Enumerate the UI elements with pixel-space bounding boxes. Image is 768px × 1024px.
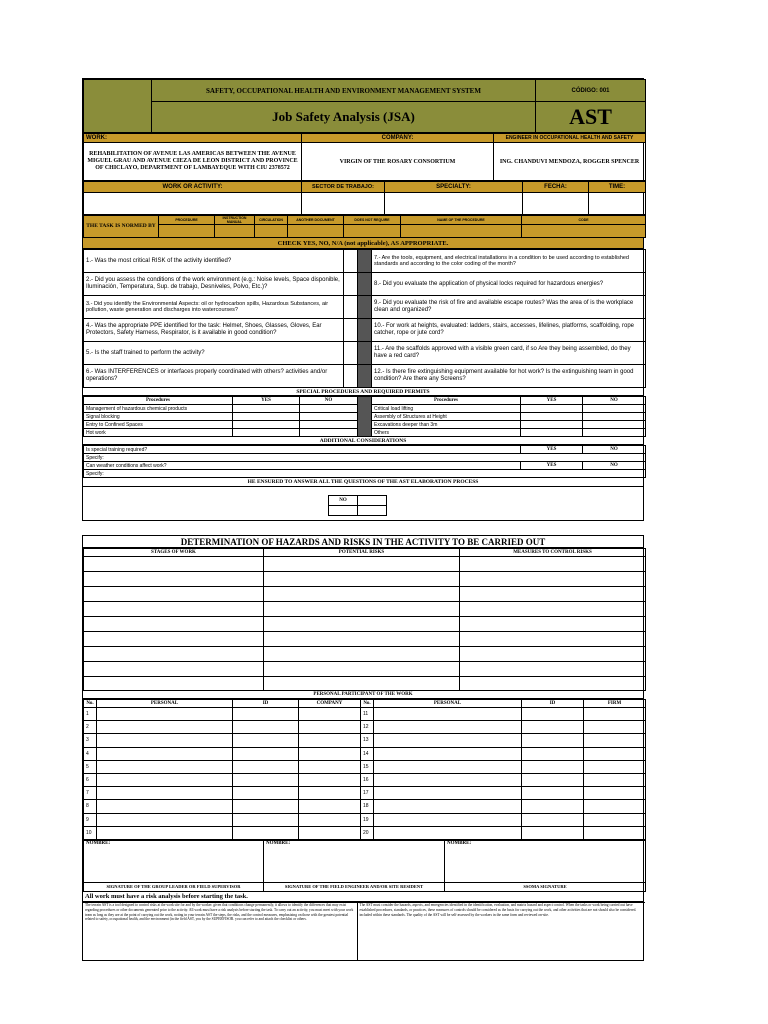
ensured-text: HE ENSURED TO ANSWER ALL THE QUESTIONS OF THE AST ELABORATION PROCESS xyxy=(83,478,643,487)
id-cell[interactable] xyxy=(522,760,584,773)
no-header: No. xyxy=(361,700,374,708)
permit-item: Entry to Confined Spaces xyxy=(84,421,233,429)
personal-cell[interactable] xyxy=(374,708,522,721)
permit-yes[interactable] xyxy=(521,413,583,421)
normed-cell[interactable] xyxy=(159,225,215,238)
ensured-no-checkbox[interactable] xyxy=(358,496,387,506)
activity-table xyxy=(83,181,646,215)
row-number: 14 xyxy=(361,747,374,760)
personal-header: PERSONAL xyxy=(374,700,522,708)
divider xyxy=(358,296,372,319)
company-value: VIRGIN OF THE ROSARY CONSORTIUM xyxy=(302,143,494,181)
personal-cell[interactable] xyxy=(374,760,522,773)
work-value: REHABILITATION OF AVENUE LAS AMERICAS BETWEEN THE AVENUE MIGUEL GRAU AND AVENUE CIEZA DE LEON DISTRICT AND PROVINCE OF CHICLAYO, DEPARTMENT OF LAMBAYEQUE WITH CIU 2378572 xyxy=(84,143,302,181)
measure-cell[interactable] xyxy=(460,632,646,647)
normed-label: THE TASK IS NORMED BY xyxy=(84,216,159,238)
risk-cell[interactable] xyxy=(264,662,460,677)
stage-cell[interactable] xyxy=(84,617,264,632)
ast-abbrev: AST xyxy=(536,102,646,133)
risk-cell[interactable] xyxy=(264,557,460,572)
permits-title: SPECIAL PROCEDURES AND REQUIRED PERMITS xyxy=(83,388,643,396)
table-row xyxy=(84,708,646,721)
signature-box-3[interactable] xyxy=(445,853,646,882)
table-row xyxy=(84,787,646,800)
risk-cell[interactable] xyxy=(264,602,460,617)
normed-col-code: CODE xyxy=(522,216,646,225)
weather-yes[interactable]: YES xyxy=(521,462,583,470)
weather-no[interactable]: NO xyxy=(583,462,646,470)
code-label: CÓDIGO: 001 xyxy=(536,80,646,102)
permit-no[interactable] xyxy=(300,405,358,413)
engineer-label: ENGINEER IN OCCUPATIONAL HEALTH AND SAFETY xyxy=(494,134,646,143)
personal-cell[interactable] xyxy=(97,747,233,760)
training-question: Is special training required? xyxy=(84,446,521,454)
no-header: NO xyxy=(583,397,646,405)
id-cell[interactable] xyxy=(522,747,584,760)
measure-cell[interactable] xyxy=(460,617,646,632)
question-5: 5.- Is the staff trained to perform the activity? xyxy=(84,342,344,365)
row-number: 20 xyxy=(361,826,374,839)
permit-no[interactable] xyxy=(300,429,358,437)
normed-cell[interactable] xyxy=(255,225,288,238)
specify-field[interactable]: Specify: xyxy=(84,470,646,478)
table-row xyxy=(84,813,646,826)
ensured-area xyxy=(83,487,643,520)
table-row xyxy=(84,734,646,747)
company-cell[interactable] xyxy=(299,813,361,826)
id-cell[interactable] xyxy=(233,760,299,773)
personnel-table xyxy=(83,699,646,840)
stages-header: STAGES OF WORK xyxy=(84,549,264,557)
permit-item: Excavations deeper than 3m xyxy=(372,421,521,429)
divider xyxy=(358,397,372,437)
activity-field[interactable] xyxy=(84,193,302,215)
normed-cell[interactable] xyxy=(401,225,522,238)
row-number: 8 xyxy=(84,800,97,813)
question-1: 1.- Was the most critical RISK of the activity identified? xyxy=(84,250,344,273)
personal-cell[interactable] xyxy=(374,734,522,747)
row-number: 13 xyxy=(361,734,374,747)
permit-yes[interactable] xyxy=(521,421,583,429)
procedures-header: Procedures xyxy=(84,397,233,405)
name-field-3[interactable]: NOMBRE: xyxy=(445,840,646,853)
divider xyxy=(358,342,372,365)
table-row xyxy=(84,800,646,813)
row-number: 10 xyxy=(84,826,97,839)
table-row xyxy=(84,760,646,773)
row-number: 12 xyxy=(361,721,374,734)
questions-table xyxy=(83,249,646,388)
stage-cell[interactable] xyxy=(84,572,264,587)
permit-item: Hot work xyxy=(84,429,233,437)
sig2-label: SIGNATURE OF THE FIELD ENGINEER AND/OR SITE RESIDENT xyxy=(264,882,445,891)
company-cell[interactable] xyxy=(299,760,361,773)
header-table xyxy=(83,79,646,133)
company-header: COMPANY xyxy=(299,700,361,708)
firm-header: FIRM xyxy=(584,700,646,708)
personal-cell[interactable] xyxy=(97,760,233,773)
normed-cell[interactable] xyxy=(215,225,255,238)
weather-question: Can weather conditions affect work? xyxy=(84,462,521,470)
risk-cell[interactable] xyxy=(264,677,460,691)
row-number: 7 xyxy=(84,787,97,800)
firm-cell[interactable] xyxy=(584,760,646,773)
personal-cell[interactable] xyxy=(374,800,522,813)
footer-right-text: The AST must consider the hazards, aspects, and emergencies identified in the identification, evaluation, and matrix hazard and aspect control. When the tasks or work being carried out have established procedures, standards, or practices, these measures of controls should be considered as the basis for carrying out the work, and other activities that are not should also be considered. included within these standards. The quality of the AST will be self-assessed by the workers in the same form and reviewed on-site. xyxy=(357,902,645,960)
signature-table xyxy=(83,840,646,892)
firm-cell[interactable] xyxy=(584,721,646,734)
id-cell[interactable] xyxy=(522,708,584,721)
question-11: 11.- Are the scaffolds approved with a visible green card, if so Are they being assembled, do they have a red card? xyxy=(372,342,646,365)
id-cell[interactable] xyxy=(233,826,299,839)
specify-field[interactable]: Specify: xyxy=(84,454,646,462)
training-no[interactable]: NO xyxy=(583,446,646,454)
permit-no[interactable] xyxy=(300,413,358,421)
stage-cell[interactable] xyxy=(84,587,264,602)
answer-box[interactable] xyxy=(344,296,358,319)
additional-title: ADDITIONAL CONSIDERATIONS xyxy=(83,437,643,445)
footer-left-text: The terrain AST is a tool designed to control risks at the work site for and by the worker. given that conditions change permanently, it allows to identify the differences that may exist regarding procedures or other documents generated prior to the activity. All work must have a risk analysis before starting the task. To carry out an activity, you must meet with your work team as long as they are at the point of carrying out the work, noting in your terrain AST the steps, the risks, and the control measures, emphasizing on those with the greatest potential related to safety, occupational health, and the environment (in the field AST, you by the SUPERVISOR. you can refer to and attach the checklist or others. xyxy=(83,902,357,960)
id-cell[interactable] xyxy=(233,813,299,826)
permit-no[interactable] xyxy=(583,421,646,429)
normed-col-manual: INSTRUCTION MANUAL xyxy=(215,216,255,225)
row-number: 1 xyxy=(84,708,97,721)
firm-cell[interactable] xyxy=(584,800,646,813)
table-row xyxy=(84,747,646,760)
personal-cell[interactable] xyxy=(374,813,522,826)
table-row xyxy=(84,826,646,839)
permit-item: Signal blocking xyxy=(84,413,233,421)
company-cell[interactable] xyxy=(299,721,361,734)
specialty-label: SPECIALTY: xyxy=(385,182,523,193)
date-label: FECHA: xyxy=(523,182,589,193)
measure-cell[interactable] xyxy=(460,587,646,602)
id-cell[interactable] xyxy=(233,800,299,813)
permit-yes[interactable] xyxy=(233,421,300,429)
hazards-title: DETERMINATION OF HAZARDS AND RISKS IN THE ACTIVITY TO BE CARRIED OUT xyxy=(83,536,643,548)
id-cell[interactable] xyxy=(233,773,299,786)
permit-yes[interactable] xyxy=(521,429,583,437)
hazards-table xyxy=(83,548,646,691)
id-cell[interactable] xyxy=(233,708,299,721)
id-header: ID xyxy=(233,700,299,708)
yes-header: YES xyxy=(233,397,300,405)
jsa-form xyxy=(82,78,644,521)
sig3-label: SSOMA SIGNATURE xyxy=(445,882,646,891)
measure-cell[interactable] xyxy=(460,572,646,587)
id-cell[interactable] xyxy=(522,800,584,813)
training-yes[interactable]: YES xyxy=(521,446,583,454)
id-cell[interactable] xyxy=(522,826,584,839)
row-number: 3 xyxy=(84,734,97,747)
id-cell[interactable] xyxy=(522,813,584,826)
measure-cell[interactable] xyxy=(460,602,646,617)
personal-cell[interactable] xyxy=(97,813,233,826)
personal-cell[interactable] xyxy=(97,708,233,721)
row-number: 5 xyxy=(84,760,97,773)
personal-cell[interactable] xyxy=(97,800,233,813)
date-field[interactable] xyxy=(523,193,589,215)
id-cell[interactable] xyxy=(233,747,299,760)
yes-header: YES xyxy=(521,397,583,405)
personal-cell[interactable] xyxy=(374,721,522,734)
id-cell[interactable] xyxy=(233,734,299,747)
question-4: 4.- Was the appropriate PPE identified for the task: Helmet, Shoes, Glasses, Gloves, Ear Protectors, Safety Harness, Respirator, is it available in good condition? xyxy=(84,319,344,342)
id-cell[interactable] xyxy=(522,787,584,800)
stage-cell[interactable] xyxy=(84,647,264,662)
stage-cell[interactable] xyxy=(84,557,264,572)
firm-cell[interactable] xyxy=(584,787,646,800)
risk-cell[interactable] xyxy=(264,572,460,587)
normed-cell[interactable] xyxy=(288,225,344,238)
personal-cell[interactable] xyxy=(97,826,233,839)
signature-box-2[interactable] xyxy=(264,853,445,882)
answer-box[interactable] xyxy=(344,319,358,342)
no-header: NO xyxy=(300,397,358,405)
time-field[interactable] xyxy=(589,193,646,215)
system-title: SAFETY, OCCUPATIONAL HEALTH AND ENVIRONMENT MANAGEMENT SYSTEM xyxy=(152,80,536,102)
personal-header: PERSONAL xyxy=(97,700,233,708)
firm-cell[interactable] xyxy=(584,813,646,826)
permit-yes[interactable] xyxy=(233,413,300,421)
company-cell[interactable] xyxy=(299,800,361,813)
risks-header: POTENTIAL RISKS xyxy=(264,549,460,557)
question-3: 3.- Did you identify the Environmental Aspects: oil or hydrocarbon spills, Hazardous Substances, air pollution, waste generation and discharges into watercourses? xyxy=(84,296,344,319)
logo-area xyxy=(84,80,152,133)
company-cell[interactable] xyxy=(299,734,361,747)
ensured-box xyxy=(328,495,387,516)
measure-cell[interactable] xyxy=(460,677,646,691)
personnel-title: PERSONAL PARTICIPANT OF THE WORK xyxy=(83,691,643,699)
work-label: WORK: xyxy=(84,134,302,143)
firm-cell[interactable] xyxy=(584,773,646,786)
risk-cell[interactable] xyxy=(264,647,460,662)
measure-cell[interactable] xyxy=(460,647,646,662)
personal-cell[interactable] xyxy=(97,734,233,747)
question-2: 2.- Did you assess the conditions of the work environment (e.g.: Noise levels, Space disponible, Iluminación, Temperatura, Sup. de trabajo, Desniveles, Polvo, Etc.)? xyxy=(84,273,344,296)
company-cell[interactable] xyxy=(299,773,361,786)
stage-cell[interactable] xyxy=(84,632,264,647)
info-table xyxy=(83,133,646,181)
firm-cell[interactable] xyxy=(584,747,646,760)
sig1-label: SIGNATURE OF THE GROUP LEADER OR FIELD SUPERVISOR xyxy=(84,882,264,891)
risk-cell[interactable] xyxy=(264,632,460,647)
name-field-1[interactable]: NOMBRE: xyxy=(84,840,264,853)
company-label: COMPANY: xyxy=(302,134,494,143)
row-number: 6 xyxy=(84,773,97,786)
divider xyxy=(358,319,372,342)
sector-field[interactable] xyxy=(302,193,385,215)
id-cell[interactable] xyxy=(233,721,299,734)
risk-cell[interactable] xyxy=(264,617,460,632)
row-number: 9 xyxy=(84,813,97,826)
question-9: 9.- Did you evaluate the risk of fire and available escape routes? Was the area of is the workplace clean and organized? xyxy=(372,296,646,319)
personal-cell[interactable] xyxy=(374,787,522,800)
row-number: 17 xyxy=(361,787,374,800)
row-number: 11 xyxy=(361,708,374,721)
sector-label: SECTOR DE TRABAJO: xyxy=(302,182,385,193)
personal-cell[interactable] xyxy=(374,773,522,786)
permit-yes[interactable] xyxy=(233,429,300,437)
time-label: TIME: xyxy=(589,182,646,193)
row-number: 2 xyxy=(84,721,97,734)
personal-cell[interactable] xyxy=(97,787,233,800)
signature-box-1[interactable] xyxy=(84,853,264,882)
permits-table xyxy=(83,396,646,437)
personal-cell[interactable] xyxy=(97,773,233,786)
normed-col-procedure-name: NAME OF THE PROCEDURE xyxy=(401,216,522,225)
normed-col-not-required: DOES NOT REQUIRE xyxy=(344,216,401,225)
engineer-value: ING. CHANDUVI MENDOZA, ROGGER SPENCER xyxy=(494,143,646,181)
question-10: 10.- For work at heights, evaluated: ladders, stairs, accesses, lifelines, platforms, scaffolding, rope catcher, rope or jute cord? xyxy=(372,319,646,342)
risk-cell[interactable] xyxy=(264,587,460,602)
answer-box[interactable] xyxy=(344,365,358,388)
firm-cell[interactable] xyxy=(584,734,646,747)
normed-col-another: ANOTHER DOCUMENT xyxy=(288,216,344,225)
id-cell[interactable] xyxy=(233,787,299,800)
stage-cell[interactable] xyxy=(84,602,264,617)
normed-cell[interactable] xyxy=(344,225,401,238)
permit-yes[interactable] xyxy=(233,405,300,413)
table-row xyxy=(84,721,646,734)
activity-label: WORK OR ACTIVITY: xyxy=(84,182,302,193)
id-cell[interactable] xyxy=(522,721,584,734)
divider xyxy=(358,250,372,273)
procedures-header: Procedures xyxy=(372,397,521,405)
stage-cell[interactable] xyxy=(84,677,264,691)
answer-box[interactable] xyxy=(344,342,358,365)
company-cell[interactable] xyxy=(299,826,361,839)
company-cell[interactable] xyxy=(299,787,361,800)
normed-col-procedure: PROCEDURE xyxy=(159,216,215,225)
divider xyxy=(358,273,372,296)
check-title: CHECK YES, NO, N/A (not applicable), AS APPROPRIATE. xyxy=(83,238,643,249)
id-header: ID xyxy=(522,700,584,708)
permit-yes[interactable] xyxy=(521,405,583,413)
row-number: 16 xyxy=(361,773,374,786)
hazards-section xyxy=(82,535,644,961)
divider xyxy=(358,365,372,388)
normed-cell[interactable] xyxy=(522,225,646,238)
permit-item: Others xyxy=(372,429,521,437)
answer-box[interactable] xyxy=(344,250,358,273)
id-cell[interactable] xyxy=(522,773,584,786)
measure-cell[interactable] xyxy=(460,662,646,677)
normed-table xyxy=(83,215,646,238)
permit-no[interactable] xyxy=(583,429,646,437)
table-row xyxy=(84,773,646,786)
row-number: 18 xyxy=(361,800,374,813)
row-number: 19 xyxy=(361,813,374,826)
personal-cell[interactable] xyxy=(97,721,233,734)
question-7: 7.- Are the tools, equipment, and electrical installations in a condition to be used according to established standards and according to the color coding of the month? xyxy=(372,250,646,273)
permit-no[interactable] xyxy=(300,421,358,429)
question-8: 8.- Did you evaluate the application of physical locks required for hazardous energies? xyxy=(372,273,646,296)
normed-col-circulation: CIRCULATION xyxy=(255,216,288,225)
additional-table xyxy=(83,445,646,478)
ensured-no-label: NO xyxy=(329,496,358,506)
firm-cell[interactable] xyxy=(584,826,646,839)
question-6: 6.- Was INTERFERENCES or interfaces properly coordinated with others? activities and/or operations? xyxy=(84,365,344,388)
company-cell[interactable] xyxy=(299,708,361,721)
stage-cell[interactable] xyxy=(84,662,264,677)
permit-item: Management of hazardous chemical products xyxy=(84,405,233,413)
permit-no[interactable] xyxy=(583,405,646,413)
permit-item: Critical load lifting xyxy=(372,405,521,413)
id-cell[interactable] xyxy=(522,734,584,747)
measures-header: MEASURES TO CONTROL RISKS xyxy=(460,549,646,557)
personal-cell[interactable] xyxy=(374,747,522,760)
row-number: 4 xyxy=(84,747,97,760)
firm-cell[interactable] xyxy=(584,708,646,721)
document-title: Job Safety Analysis (JSA) xyxy=(152,102,536,133)
specialty-field[interactable] xyxy=(385,193,523,215)
permit-item: Assembly of Structures at Height xyxy=(372,413,521,421)
row-number: 15 xyxy=(361,760,374,773)
answer-box[interactable] xyxy=(344,273,358,296)
company-cell[interactable] xyxy=(299,747,361,760)
measure-cell[interactable] xyxy=(460,557,646,572)
question-12: 12.- Is there fire extinguishing equipment available for hot work? Is the extinguishing team in good condition? Are there any Screens? xyxy=(372,365,646,388)
footer-notes xyxy=(83,902,645,961)
name-field-2[interactable]: NOMBRE: xyxy=(264,840,445,853)
footer-heading: All work must have a risk analysis before starting the task. xyxy=(83,892,643,902)
no-header: No. xyxy=(84,700,97,708)
personal-cell[interactable] xyxy=(374,826,522,839)
permit-no[interactable] xyxy=(583,413,646,421)
